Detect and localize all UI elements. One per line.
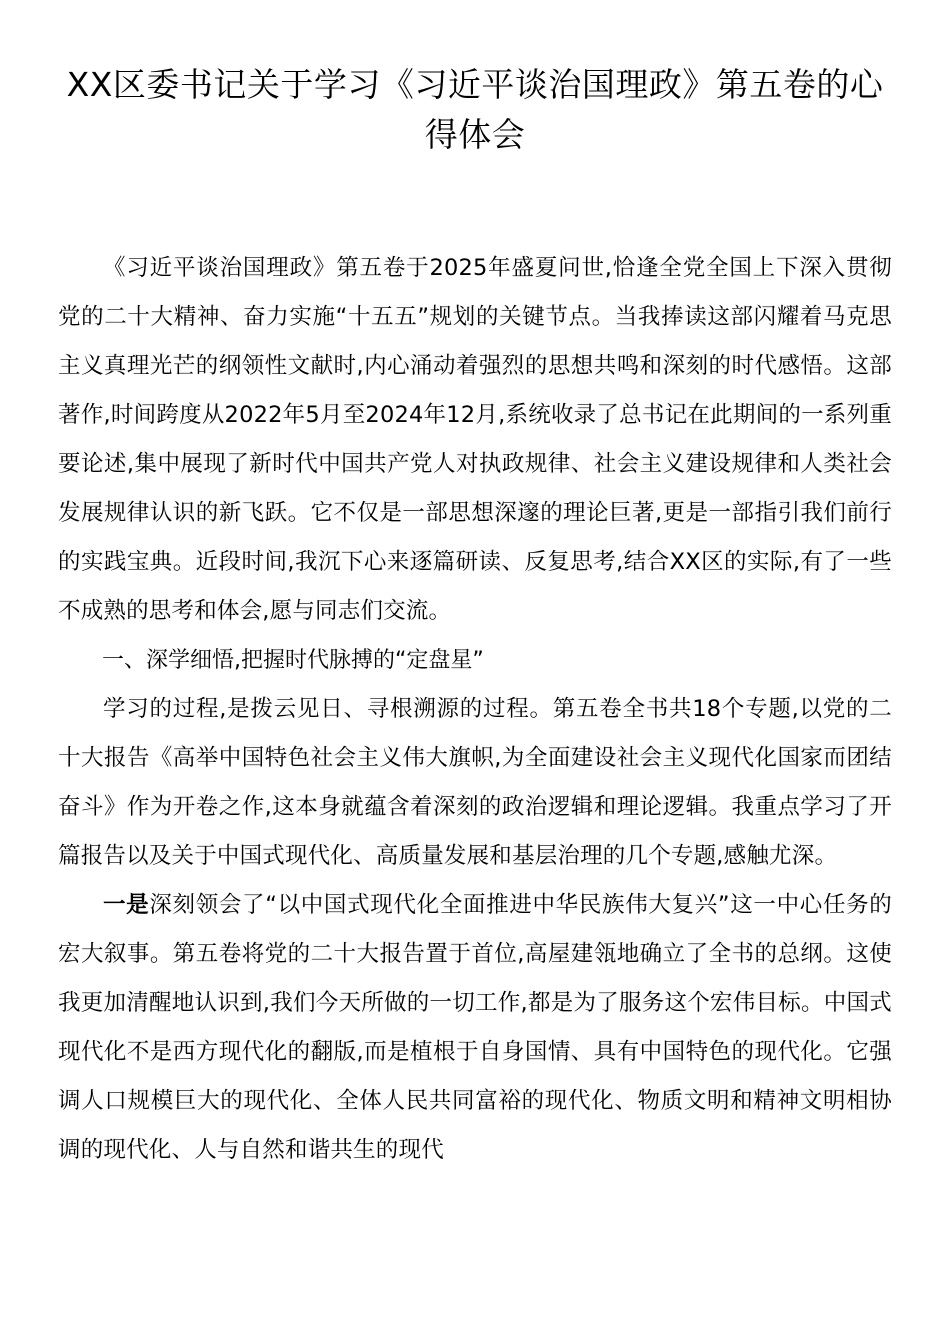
section-heading: 一、深学细悟,把握时代脉搏的“定盘星” [102,648,484,673]
point-one-text: 深刻领会了“以中国式现代化全面推进中华民族伟大复兴”这一中心任务的宏大叙事。第五卷将党的二十大报告置于首位,高屋建瓴地确立了全书的总纲。这使我更加清醒地认识到,我们今天所做的一切工作,都是为了服务这个宏伟目标。中国式现代化不是西方现代化的翻版,而是植根于自身国情、具有中国特色的现代化。它强调人口规模巨大的现代化、全体人民共同富裕的现代化、物质文明和精神文明相协调的现代化、人与自然和谐共生的现代 [58,892,892,1163]
document-body [58,244,892,1175]
intro-paragraph: 《习近平谈治国理政》第五卷于2025年盛夏问世,恰逢全党全国上下深入贯彻党的二十大精神、奋力实施“十五五”规划的关键节点。当我捧读这部闪耀着马克思主义真理光芒的纲领性文献时,内心涌动着强烈的思想共鸣和深刻的时代感悟。这部著作,时间跨度从2022年5月至2024年12月,系统收录了总书记在此期间的一系列重要论述,集中展现了新时代中国共产党人对执政规律、社会主义建设规律和人类社会发展规律认识的新飞跃。它不仅是一部思想深邃的理论巨著,更是一部指引我们前行的实践宝典。近段时间,我沉下心来逐篇研读、反复思考,结合XX区的实际,有了一些不成熟的思考和体会,愿与同志们交流。 [58,255,892,624]
point-one-paragraph [58,881,892,1175]
section-paragraph: 学习的过程,是拨云见日、寻根溯源的过程。第五卷全书共18个专题,以党的二十大报告《高举中国特色社会主义伟大旗帜,为全面建设社会主义现代化国家而团结奋斗》作为开卷之作,这本身就蕴含着深刻的政治逻辑和理论逻辑。我重点学习了开篇报告以及关于中国式现代化、高质量发展和基层治理的几个专题,感触尤深。 [58,696,892,869]
document-title: XX区委书记关于学习《习近平谈治国理政》第五卷的心得体会 [66,65,884,154]
point-one-lead: 一是 [103,892,150,918]
document-page [58,60,892,1175]
